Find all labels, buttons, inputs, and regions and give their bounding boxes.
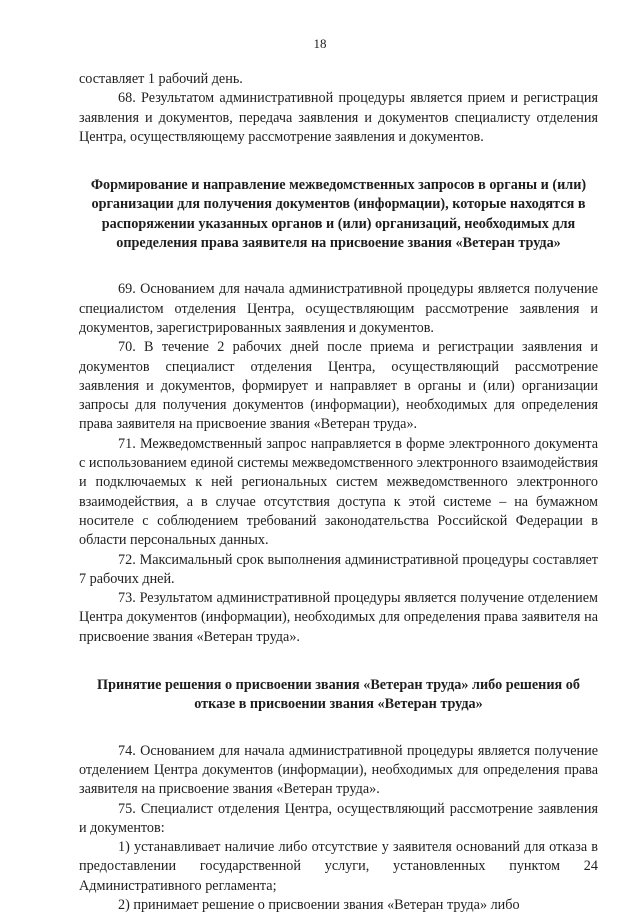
paragraph-71: 71. Межведомственный запрос направляется в форме электронного документа с использованием единой системы межведомственного электронного взаимодействия и подключаемых к ней региональных систем межведомственного электронного взаимодействия, а в случае отсутствия доступа к этой системе – на бумажном носителе с соблюдением требований законодательства Российской Федерации в области персональных данных. [79, 435, 598, 549]
paragraph-70: 70. В течение 2 рабочих дней после приема и регистрации заявления и документов специалист отделения Центра, осуществляющий рассмотрение заявления и документов, формирует и направляет в органы и (или) организации запросы для получения документов (информации), необходимых для определения права заявителя на присвоение звания «Ветеран труда». [79, 339, 598, 433]
paragraph-69: 69. Основанием для начала административной процедуры является получение специалистом отделения Центра, осуществляющим рассмотрение заявления и документов, зарегистрированных заявления и документов. [79, 281, 598, 336]
paragraph-73: 73. Результатом административной процедуры является получение отделением Центра документов (информации), необходимых для определения права заявителя на присвоение звания «Ветеран труда». [79, 590, 598, 645]
list-item-2: 2) принимает решение о присвоении звания «Ветеран труда» либо [118, 896, 520, 913]
paragraph-74: 74. Основанием для начала административной процедуры является получение отделением Центра документов (информации), необходимых для определения права заявителя на присвоение звания «Ветеран труда». [79, 742, 598, 798]
page-number: 18 [313, 36, 327, 51]
section-heading-interagency-requests: Формирование и направление межведомственных запросов в органы и (или) организации для получения документов (информации), которые находятся в распоряжении указанных органов и (или) организаций, необходимых для определения права заявителя на присвоение звания «Ветеран труда» [90, 177, 587, 252]
list-item-1: 1) устанавливает наличие либо отсутствие у заявителя оснований для отказа в предоставлении государственной услуги, установленных пунктом 24 Административного регламента; [79, 839, 598, 894]
paragraph-75: 75. Специалист отделения Центра, осуществляющий рассмотрение заявления и документов: [79, 800, 598, 836]
paragraph-68: 68. Результатом административной процедуры является прием и регистрация заявления и документов, передача заявления и документов специалисту отделения Центра, осуществляющему рассмотрение заявления и документов. [79, 90, 598, 145]
document-body [79, 70, 598, 915]
section-heading-decision: Принятие решения о присвоении звания «Ветеран труда» либо решения об отказе в присвоении звания «Ветеран труда» [97, 677, 580, 713]
paragraph-72: 72. Максимальный срок выполнения административной процедуры составляет 7 рабочих дней. [79, 551, 598, 587]
paragraph-continuation: составляет 1 рабочий день. [79, 71, 243, 87]
